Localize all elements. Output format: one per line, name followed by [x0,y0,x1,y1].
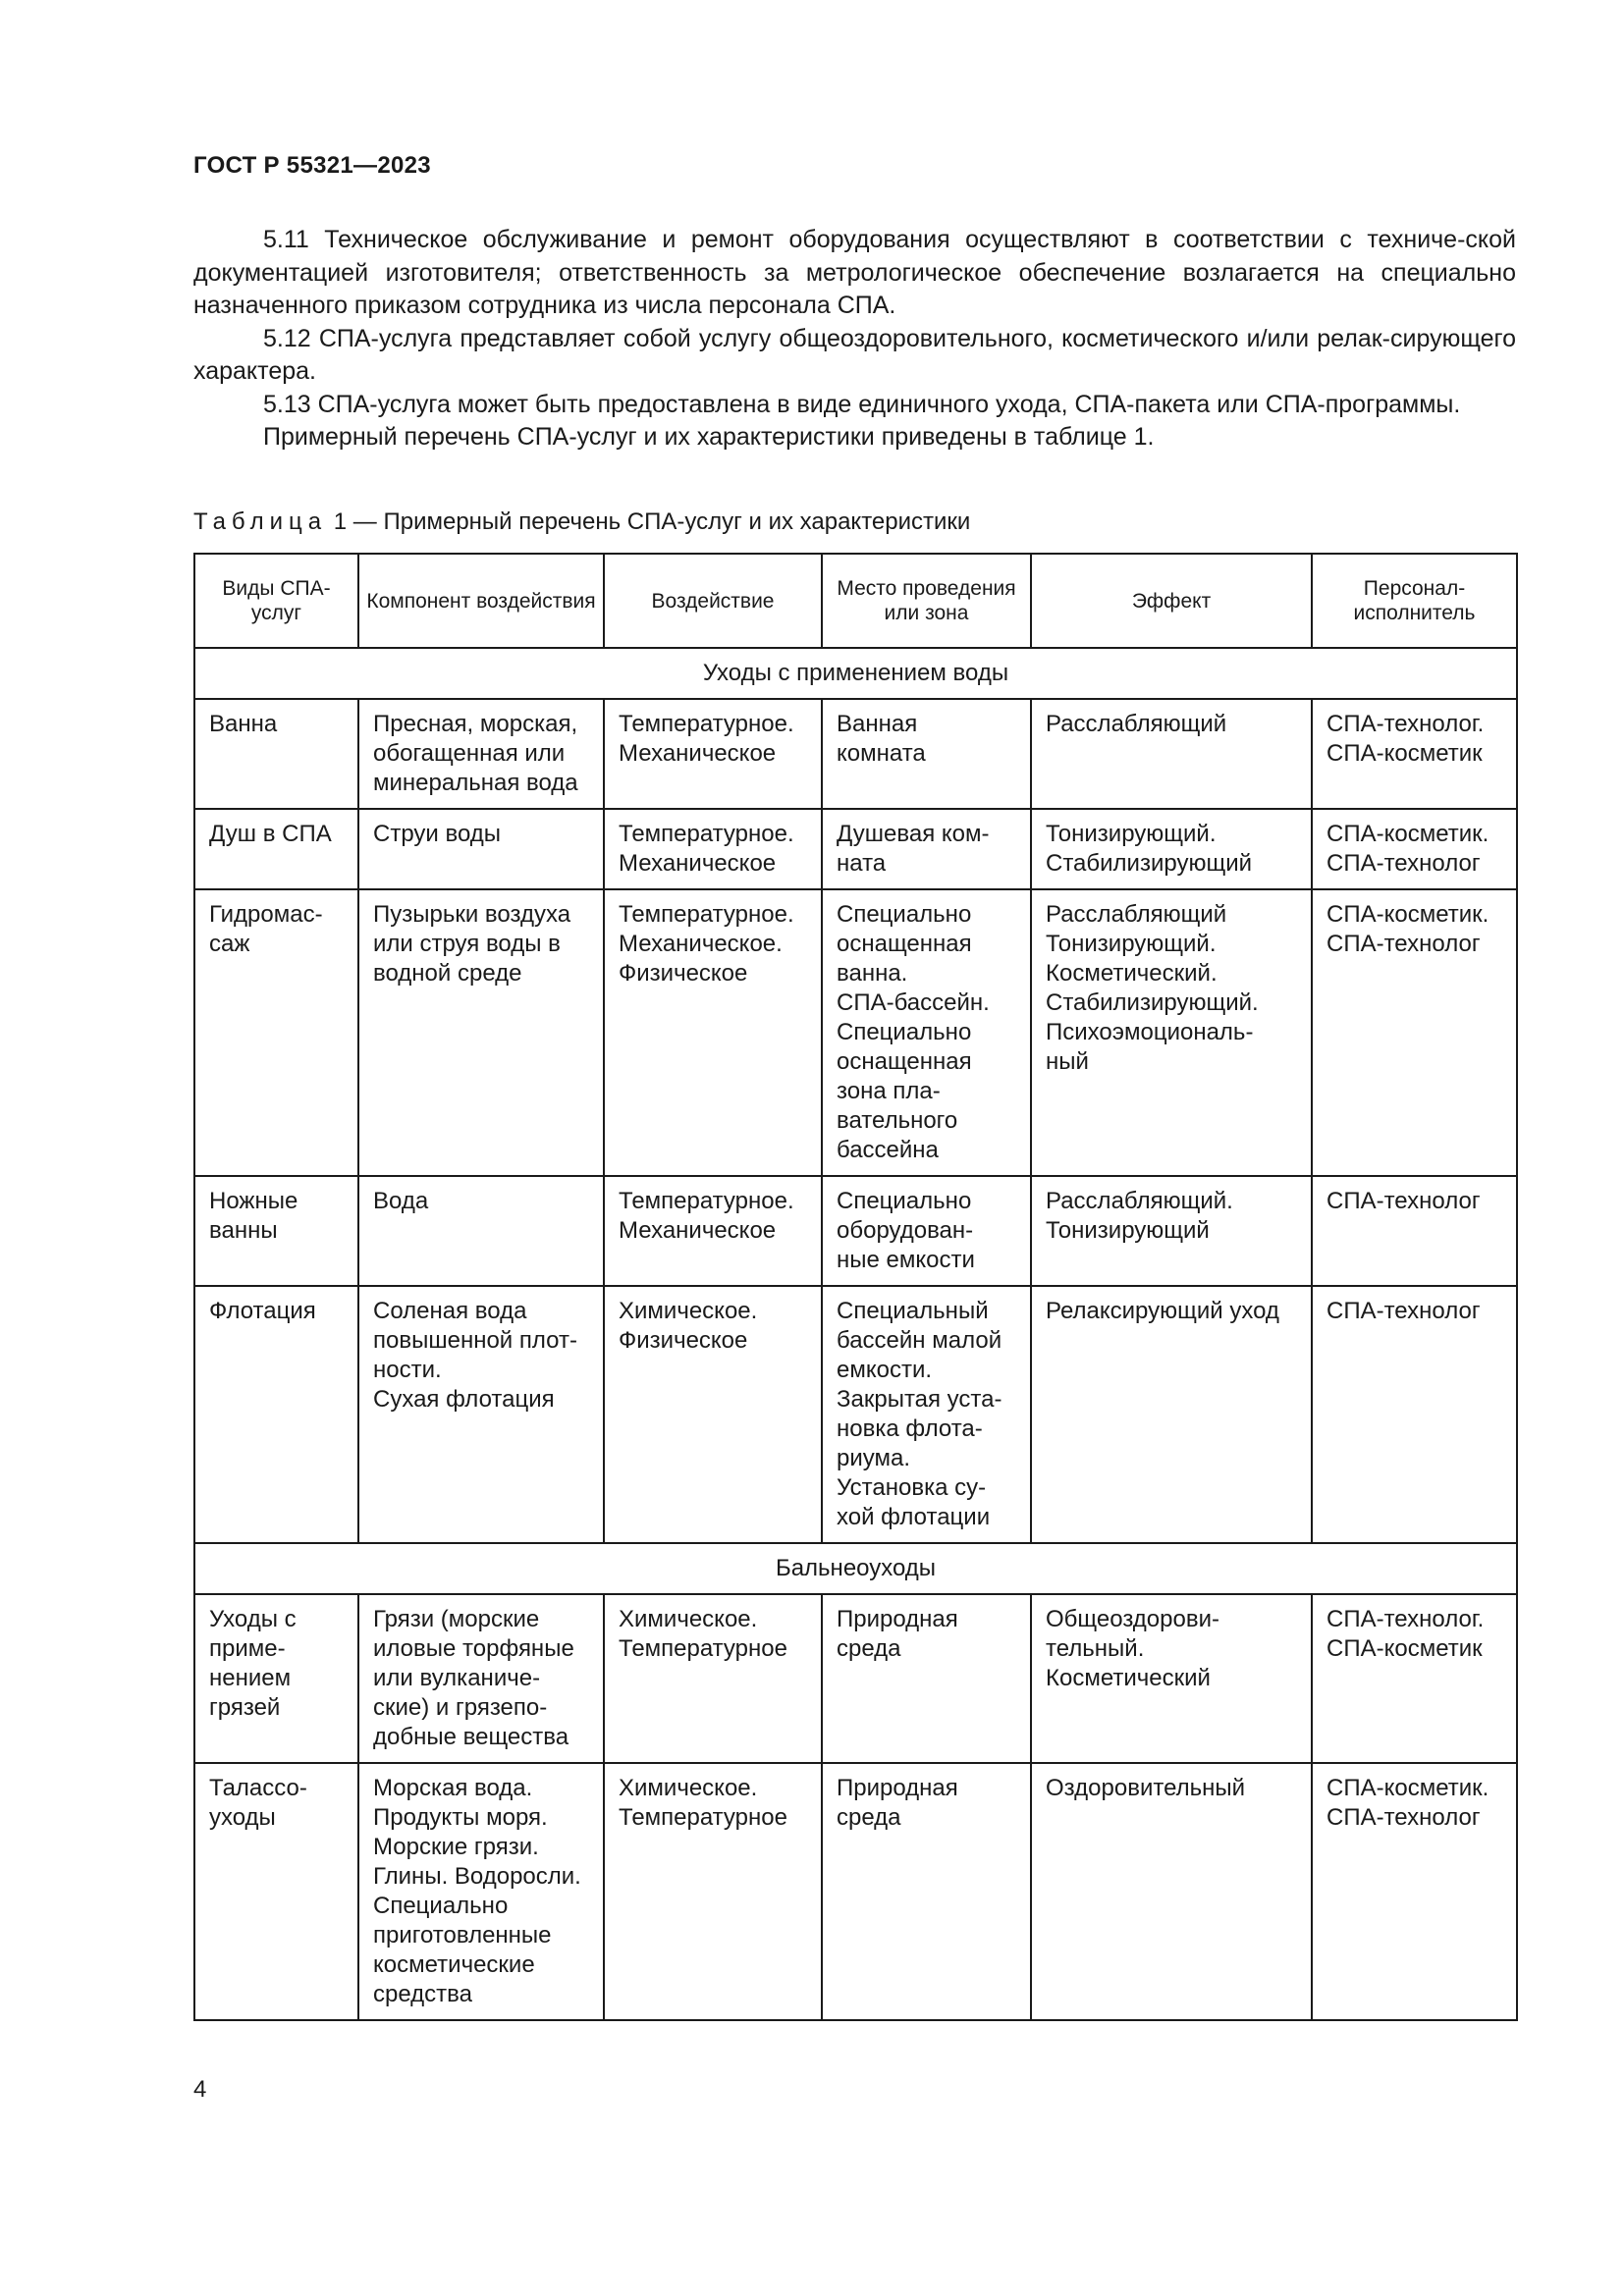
table-row [194,1176,1517,1286]
cell-line: Специально [373,1893,509,1919]
cell-line: Косметический. [1046,960,1218,987]
cell-line: Струи воды [373,821,502,847]
cell-line: Расслабляющий [1046,901,1227,928]
cell-component [358,699,604,809]
cell-line: добные вещества [373,1724,569,1750]
cell-line: Продукты моря. [373,1804,548,1831]
cell-line: грязей [209,1694,281,1721]
cell-line: Температурное [619,1804,787,1831]
cell-line: Грязи (морские [373,1606,540,1632]
cell-line: СПА-технолог [1326,850,1481,877]
cell-line: Душевая ком- [837,821,990,847]
cell-line: тельный. [1046,1635,1145,1662]
cell-service-type [194,809,358,889]
cell-location [822,889,1031,1176]
cell-line: Пузырьки воздуха [373,901,571,928]
cell-component [358,1594,604,1763]
cell-line: емкости. [837,1357,933,1383]
cell-service-type [194,889,358,1176]
cell-line: Сухая флотация [373,1386,555,1413]
cell-line: Природная [837,1775,958,1801]
cell-line: Релаксирующий уход [1046,1298,1279,1324]
cell-service-type [194,1763,358,2020]
section-row [194,648,1517,699]
cell-line: СПА-косметик [1326,1635,1483,1662]
cell-line: СПА-косметик. [1326,901,1489,928]
cell-impact [604,1763,822,2020]
header-staff: Персонал-исполнитель [1312,554,1517,648]
cell-line: ные емкости [837,1247,975,1273]
cell-line: приме- [209,1635,286,1662]
cell-line: ванны [209,1217,278,1244]
cell-location [822,1763,1031,2020]
cell-line: Специальный [837,1298,989,1324]
cell-impact [604,1286,822,1543]
cell-line: Тонизирующий. [1046,931,1217,957]
cell-service-type [194,1176,358,1286]
cell-line: Механическое [619,1217,777,1244]
cell-line: СПА-технолог [1326,1188,1481,1214]
cell-impact [604,889,822,1176]
cell-component [358,889,604,1176]
table-row [194,1763,1517,2020]
document-standard-header: ГОСТ Р 55321—2023 [193,152,431,179]
paragraph-5-13: 5.13 СПА-услуга может быть предоставлена в виде единичного ухода, СПА-пакета или СПА-программы. [263,390,1461,418]
table-row [194,699,1517,809]
cell-line: среда [837,1804,901,1831]
header-component: Компонент воздействия [358,554,604,648]
cell-line: Косметический [1046,1665,1211,1691]
table-caption [193,508,970,536]
cell-staff [1312,699,1517,809]
table-body [194,648,1517,2020]
cell-line: Морские грязи. [373,1834,539,1860]
cell-line: приготовленные [373,1922,552,1949]
cell-line: СПА-технолог [1326,1298,1481,1324]
cell-line: Стабилизирующий [1046,850,1253,877]
cell-line: Оздоровительный [1046,1775,1246,1801]
cell-line: ната [837,850,887,877]
cell-line: комната [837,740,926,767]
cell-line: Флотация [209,1298,316,1324]
cell-location [822,1286,1031,1543]
cell-line: вательного [837,1107,958,1134]
cell-line: оснащенная [837,931,972,957]
cell-service-type [194,1286,358,1543]
table-caption-label: Таблица [193,508,328,535]
paragraph-5-12: 5.12 СПА-услуга представляет собой услугу общеоздоровительного, косметического и/или релак-сирующего характера. [193,324,1516,385]
cell-line: ный [1046,1048,1089,1075]
cell-component [358,1176,604,1286]
cell-line: ности. [373,1357,442,1383]
cell-line: СПА-косметик. [1326,1775,1489,1801]
cell-staff [1312,1286,1517,1543]
cell-line: оборудован- [837,1217,974,1244]
cell-line: косметические [373,1951,535,1978]
cell-line: Установка су- [837,1474,987,1501]
cell-service-type [194,699,358,809]
cell-line: СПА-технолог [1326,1804,1481,1831]
cell-line: Расслабляющий [1046,711,1227,737]
cell-effect [1031,889,1312,1176]
cell-line: нением [209,1665,292,1691]
header-location: Место проведения или зона [822,554,1031,648]
cell-line: Уходы с [209,1606,297,1632]
cell-line: бассейна [837,1137,939,1163]
cell-line: ские) и грязепо- [373,1694,548,1721]
section-row [194,1543,1517,1594]
cell-effect [1031,1176,1312,1286]
header-impact: Воздействие [604,554,822,648]
cell-line: СПА-косметик. [1326,821,1489,847]
cell-impact [604,699,822,809]
cell-line: водной среде [373,960,522,987]
cell-line: Температурное. [619,711,794,737]
cell-line: СПА-технолог. [1326,711,1485,737]
cell-line: минеральная вода [373,770,578,796]
header-effect: Эффект [1031,554,1312,648]
cell-staff [1312,809,1517,889]
section-title: Уходы с применением воды [194,648,1517,699]
cell-line: Тонизирующий. [1046,821,1217,847]
cell-line: Физическое [619,960,748,987]
cell-line: Механическое. [619,931,783,957]
paragraph-table-reference: Примерный перечень СПА-услуг и их характеристики приведены в таблице 1. [263,423,1155,451]
cell-line: средства [373,1981,472,2007]
table-row [194,889,1517,1176]
cell-staff [1312,889,1517,1176]
cell-effect [1031,1594,1312,1763]
cell-line: СПА-бассейн. [837,989,990,1016]
cell-line: оснащенная [837,1048,972,1075]
cell-line: Закрытая уста- [837,1386,1002,1413]
cell-line: Душ в СПА [209,821,332,847]
cell-location [822,809,1031,889]
cell-line: ванна. [837,960,908,987]
body-text [193,224,1516,454]
cell-effect [1031,1763,1312,2020]
cell-line: Специально [837,1019,972,1045]
cell-location [822,1176,1031,1286]
cell-location [822,699,1031,809]
cell-line: Механическое [619,740,777,767]
cell-line: риума. [837,1445,910,1471]
cell-effect [1031,1286,1312,1543]
cell-line: Химическое. [619,1606,758,1632]
cell-component [358,1286,604,1543]
cell-line: Температурное [619,1635,787,1662]
cell-component [358,809,604,889]
table-caption-text: 1 — Примерный перечень СПА-услуг и их характеристики [333,508,971,535]
cell-line: Вода [373,1188,429,1214]
cell-line: СПА-косметик [1326,740,1483,767]
table-row [194,1594,1517,1763]
cell-line: Температурное. [619,1188,794,1214]
cell-line: Механическое [619,850,777,877]
cell-line: Химическое. [619,1298,758,1324]
cell-line: хой флотации [837,1504,991,1530]
cell-staff [1312,1176,1517,1286]
cell-line: Общеоздорови- [1046,1606,1219,1632]
cell-line: или струя воды в [373,931,561,957]
cell-line: СПА-технолог [1326,931,1481,957]
cell-line: Физическое [619,1327,748,1354]
cell-line: зона пла- [837,1078,941,1104]
cell-line: Ванна [209,711,278,737]
page-number: 4 [193,2076,207,2103]
cell-line: повышенной плот- [373,1327,577,1354]
cell-line: Химическое. [619,1775,758,1801]
cell-line: Психоэмоциональ- [1046,1019,1254,1045]
cell-component [358,1763,604,2020]
cell-line: Температурное. [619,821,794,847]
cell-effect [1031,809,1312,889]
cell-line: среда [837,1635,901,1662]
cell-line: Тонизирующий [1046,1217,1210,1244]
cell-line: обогащенная или [373,740,566,767]
cell-line: Расслабляющий. [1046,1188,1233,1214]
cell-line: новка флота- [837,1415,983,1442]
cell-line: саж [209,931,250,957]
cell-staff [1312,1594,1517,1763]
cell-line: Специально [837,901,972,928]
table-row [194,809,1517,889]
cell-staff [1312,1763,1517,2020]
cell-service-type [194,1594,358,1763]
cell-line: Стабилизирующий. [1046,989,1259,1016]
section-title: Бальнеоуходы [194,1543,1517,1594]
cell-line: Специально [837,1188,972,1214]
cell-line: Глины. Водоросли. [373,1863,581,1890]
cell-line: иловые торфяные [373,1635,574,1662]
cell-line: Соленая вода [373,1298,527,1324]
cell-impact [604,1176,822,1286]
cell-line: СПА-технолог. [1326,1606,1485,1632]
header-service-type: Виды СПА-услуг [194,554,358,648]
paragraph-5-11: 5.11 Техническое обслуживание и ремонт оборудования осуществляют в соответствии с техниче-ской документацией изготовителя; ответственность за метрологическое обеспечение возлагается на специально назначенного приказом сотрудника из числа персонала СПА. [193,226,1516,319]
cell-line: бассейн малой [837,1327,1002,1354]
cell-effect [1031,699,1312,809]
table-row [194,1286,1517,1543]
cell-line: Гидромас- [209,901,323,928]
cell-line: Ножные [209,1188,298,1214]
cell-line: Ванная [837,711,918,737]
cell-line: Пресная, морская, [373,711,578,737]
cell-impact [604,1594,822,1763]
cell-line: Температурное. [619,901,794,928]
cell-impact [604,809,822,889]
cell-line: Талассо- [209,1775,307,1801]
cell-line: уходы [209,1804,276,1831]
table-header-row [194,554,1517,648]
cell-location [822,1594,1031,1763]
cell-line: или вулканиче- [373,1665,541,1691]
cell-line: Природная [837,1606,958,1632]
cell-line: Морская вода. [373,1775,533,1801]
spa-services-table [193,553,1518,2021]
